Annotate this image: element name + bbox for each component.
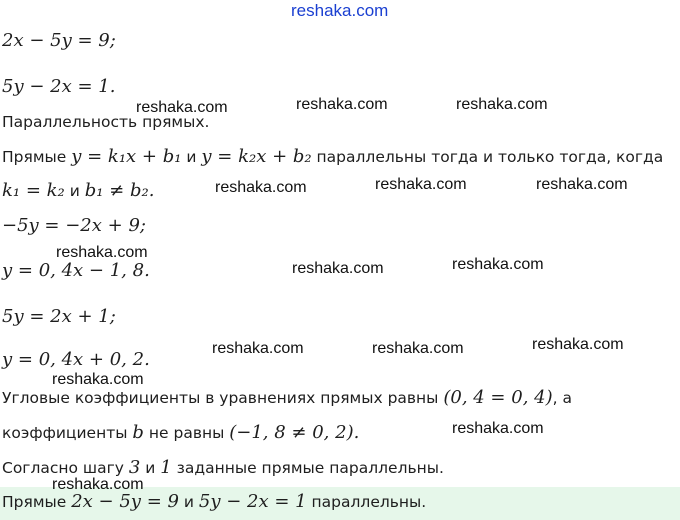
equation-1: 2x − 5y = 9; [2,30,116,51]
rule-text-b: и [181,148,202,166]
watermark: reshaka.com [52,476,144,493]
section-heading: Параллельность прямых. [2,113,210,131]
rule-text-a: Прямые [2,148,72,166]
final-formula-2: 5y − 2x = 1 [198,491,307,512]
step-4: y = 0, 4x + 0, 2. [2,349,150,370]
coefficients-text-b: , а [552,389,572,407]
watermark: reshaka.com [212,340,304,357]
conclusion-text-a: Согласно шагу [2,459,129,477]
rule-formula-2: y = k₂x + b₂ [201,146,312,167]
final-formula-1: 2x − 5y = 9 [71,491,179,512]
condition-line [2,180,154,201]
step-1: −5y = −2x + 9; [2,215,146,236]
condition-formula-1: k₁ = k₂ [2,180,65,201]
rule-line [2,146,663,167]
watermark: reshaka.com [536,176,628,193]
coefficients2-text-a: коэффициенты [2,424,133,442]
coefficients-line-1 [2,387,572,408]
conclusion-text-c: заданные прямые параллельны. [171,459,444,477]
watermark: reshaka.com [52,371,144,388]
conclusion-step-3: 3 [128,457,141,478]
watermark: reshaka.com [456,96,548,113]
watermark: reshaka.com [532,336,624,353]
watermark: reshaka.com [291,1,389,20]
watermark: reshaka.com [372,340,464,357]
watermark: reshaka.com [56,244,148,261]
final-text-a: Прямые [2,493,72,511]
condition-formula-2: b₁ ≠ b₂. [84,180,155,201]
conclusion-step-1: 1 [160,457,172,478]
final-answer [2,491,426,512]
coefficients2-text-b: не равны [143,424,230,442]
coefficients-formula: (0, 4 = 0, 4) [443,387,553,408]
watermark: reshaka.com [375,176,467,193]
watermark: reshaka.com [296,96,388,113]
coefficients2-var: b [132,422,144,443]
coefficients-text-a: Угловые коэффициенты в уравнениях прямых равны [2,389,444,407]
coefficients2-formula: (−1, 8 ≠ 0, 2). [229,422,360,443]
watermark: reshaka.com [452,256,544,273]
watermark: reshaka.com [452,420,544,437]
conclusion-text-b: и [140,459,161,477]
watermark: reshaka.com [215,179,307,196]
final-text-c: параллельны. [306,493,427,511]
rule-text-c: параллельны тогда и только тогда, когда [311,148,664,166]
final-text-b: и [178,493,199,511]
watermark: reshaka.com [136,99,228,116]
condition-text: и [64,182,85,200]
step-2: y = 0, 4x − 1, 8. [2,260,150,281]
conclusion-line [2,457,444,478]
equation-2: 5y − 2x = 1. [2,76,116,97]
watermark: reshaka.com [292,260,384,277]
step-3: 5y = 2x + 1; [2,306,116,327]
rule-formula-1: y = k₁x + b₁ [71,146,182,167]
coefficients-line-2 [2,422,359,443]
